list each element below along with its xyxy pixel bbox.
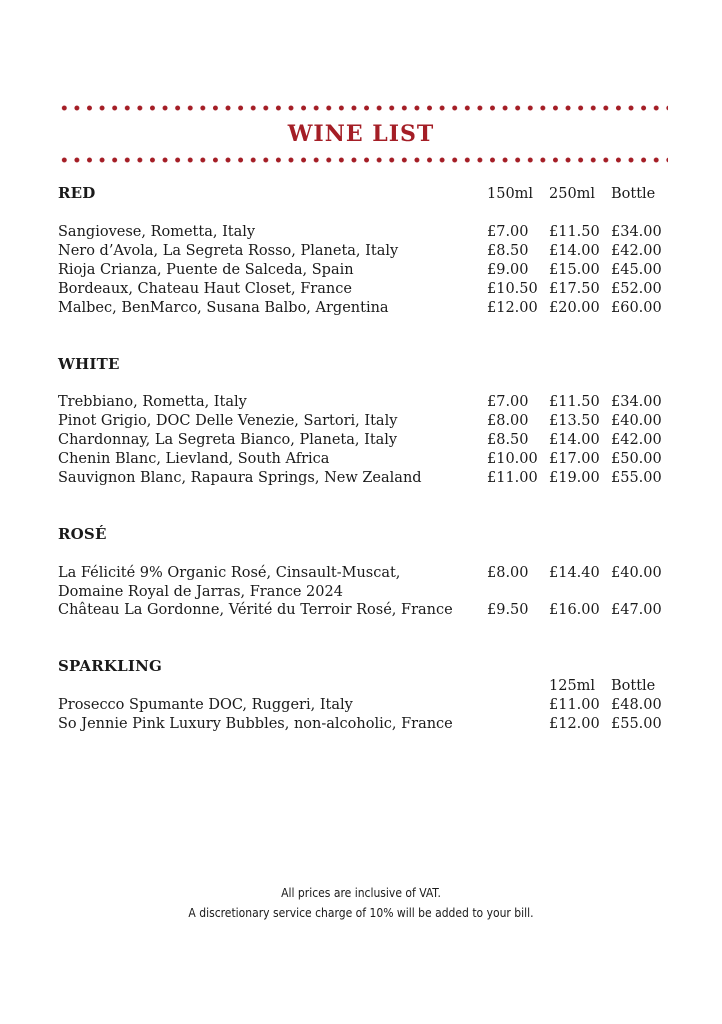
wine-row: [58, 431, 668, 450]
price-150ml: £8.00: [487, 413, 529, 429]
wine-row: [58, 469, 668, 488]
price-150ml: £7.00: [487, 394, 529, 410]
page-title: WINE LIST: [287, 121, 435, 147]
wine-name: Trebbiano, Rometta, Italy: [58, 394, 247, 410]
price-bottle: £47.00: [611, 602, 662, 618]
wine-name: Rioja Crianza, Puente de Salceda, Spain: [58, 262, 354, 278]
wine-name: Pinot Grigio, DOC Delle Venezie, Sartori, Italy: [58, 413, 398, 429]
column-header-bottle: Bottle: [611, 186, 656, 202]
price-bottle: £55.00: [611, 470, 662, 486]
column-header-bottle: Bottle: [611, 678, 656, 694]
price-250ml: £11.50: [549, 224, 600, 240]
wine-row: [58, 412, 668, 431]
price-150ml: £10.00: [487, 451, 538, 467]
wine-row: [58, 393, 668, 412]
wine-name: Château La Gordonne, Vérité du Terroir Rosé, France: [58, 602, 453, 618]
wine-row: [58, 299, 668, 318]
column-header-250ml: 250ml: [549, 186, 596, 202]
price-250ml: £19.00: [549, 470, 600, 486]
top-dotted-divider: [58, 105, 668, 111]
price-bottle: £42.00: [611, 432, 662, 448]
price-bottle: £50.00: [611, 451, 662, 467]
section-heading-sparkling: SPARKLING: [58, 657, 163, 675]
price-150ml: £8.00: [487, 565, 529, 581]
price-bottle: £55.00: [611, 716, 662, 732]
wine-name: Bordeaux, Chateau Haut Closet, France: [58, 281, 352, 297]
price-125ml: £12.00: [549, 716, 600, 732]
price-bottle: £42.00: [611, 243, 662, 259]
wine-row: [58, 280, 668, 299]
footer-service-charge-note: A discretionary service charge of 10% will be added to your bill.: [188, 906, 534, 920]
wine-name: Sauvignon Blanc, Rapaura Springs, New Zealand: [58, 470, 422, 486]
price-250ml: £11.50: [549, 394, 600, 410]
column-header-125ml: 125ml: [549, 678, 596, 694]
price-250ml: £14.00: [549, 243, 600, 259]
price-250ml: £13.50: [549, 413, 600, 429]
price-bottle: £34.00: [611, 224, 662, 240]
price-bottle: £40.00: [611, 413, 662, 429]
wine-row: [58, 715, 668, 734]
bottom-dotted-divider: [58, 157, 668, 163]
wine-name: So Jennie Pink Luxury Bubbles, non-alcoholic, France: [58, 716, 453, 732]
section-heading-red: RED: [58, 184, 96, 202]
wine-name: Malbec, BenMarco, Susana Balbo, Argentina: [58, 300, 389, 316]
price-bottle: £52.00: [611, 281, 662, 297]
price-250ml: £14.40: [549, 565, 600, 581]
wine-row: [58, 223, 668, 242]
wine-row: [58, 450, 668, 469]
wine-name: Prosecco Spumante DOC, Ruggeri, Italy: [58, 697, 353, 713]
wine-name: Chenin Blanc, Lievland, South Africa: [58, 451, 330, 467]
price-150ml: £9.00: [487, 262, 529, 278]
price-150ml: £11.00: [487, 470, 538, 486]
price-250ml: £16.00: [549, 602, 600, 618]
price-150ml: £7.00: [487, 224, 529, 240]
wine-name: Sangiovese, Rometta, Italy: [58, 224, 256, 240]
price-150ml: £10.50: [487, 281, 538, 297]
wine-name: La Félicité 9% Organic Rosé, Cinsault-Muscat, Domaine Royal de Jarras, France 2024: [58, 565, 401, 600]
wine-name: Chardonnay, La Segreta Bianco, Planeta, Italy: [58, 432, 398, 448]
wine-name: Nero d’Avola, La Segreta Rosso, Planeta, Italy: [58, 243, 399, 259]
wine-row: [58, 601, 668, 620]
wine-row: [58, 564, 668, 602]
price-250ml: £17.50: [549, 281, 600, 297]
price-bottle: £34.00: [611, 394, 662, 410]
section-heading-white: WHITE: [58, 355, 120, 373]
price-bottle: £45.00: [611, 262, 662, 278]
price-150ml: £12.00: [487, 300, 538, 316]
price-150ml: £8.50: [487, 432, 529, 448]
price-250ml: £20.00: [549, 300, 600, 316]
column-header-150ml: 150ml: [487, 186, 534, 202]
price-250ml: £14.00: [549, 432, 600, 448]
section-heading-rose: ROSÉ: [58, 525, 107, 543]
price-bottle: £40.00: [611, 565, 662, 581]
price-250ml: £15.00: [549, 262, 600, 278]
price-250ml: £17.00: [549, 451, 600, 467]
wine-row: [58, 696, 668, 715]
footer-vat-note: All prices are inclusive of VAT.: [281, 886, 441, 900]
price-bottle: £48.00: [611, 697, 662, 713]
price-150ml: £9.50: [487, 602, 529, 618]
price-bottle: £60.00: [611, 300, 662, 316]
price-125ml: £11.00: [549, 697, 600, 713]
price-150ml: £8.50: [487, 243, 529, 259]
wine-row: [58, 242, 668, 261]
wine-row: [58, 261, 668, 280]
